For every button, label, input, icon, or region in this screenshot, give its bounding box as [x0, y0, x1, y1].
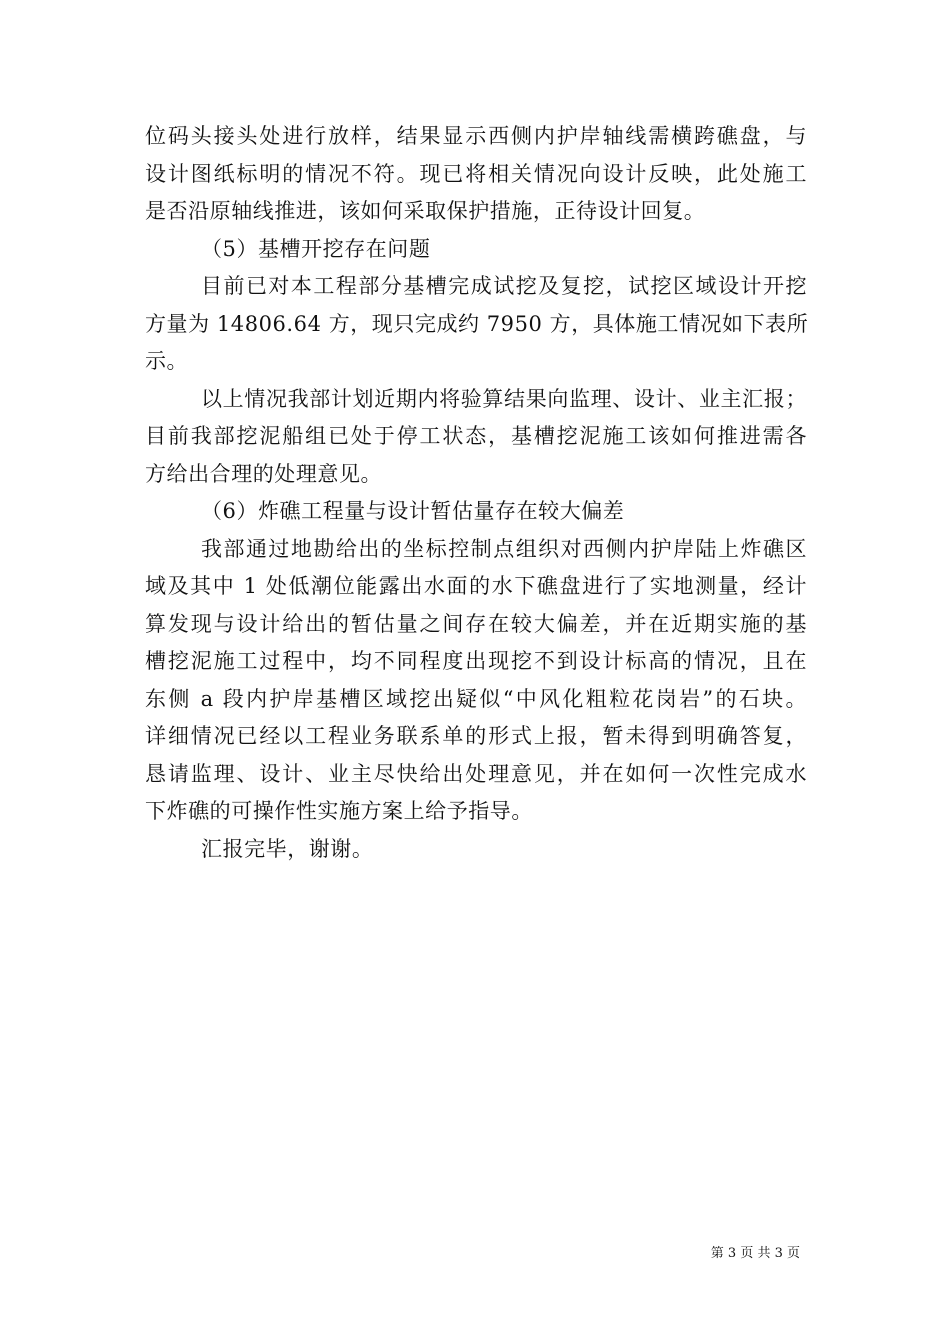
text-line: 方量为 14806.64 方，现只完成约 7950 方，具体施工情况如下表所 — [145, 311, 809, 336]
text-line: 恳请监理、设计、业主尽快给出处理意见，并在如何一次性完成水 — [145, 761, 807, 786]
text-line: 算发现与设计给出的暂估量之间存在较大偏差，并在近期实施的基 — [145, 611, 807, 636]
text-line: 槽挖泥施工过程中，均不同程度出现挖不到设计标高的情况，且在 — [145, 649, 807, 673]
text-line: 域及其中 1 处低潮位能露出水面的水下礁盘进行了实地测量，经计 — [145, 574, 807, 598]
text-line: 详细情况已经以工程业务联系单的形式上报，暂未得到明确答复， — [145, 724, 807, 748]
text-line: 我部通过地勘给出的坐标控制点组织对西侧内护岸陆上炸礁区 — [201, 536, 807, 561]
page-number-footer: 第 3 页 共 3 页 — [710, 1246, 800, 1261]
section-heading: （6）炸礁工程量与设计暂估量存在较大偏差 — [201, 499, 625, 523]
text-line: 以上情况我部计划近期内将验算结果向监理、设计、业主汇报； — [201, 386, 807, 411]
closing-line: 汇报完毕，谢谢。 — [201, 836, 374, 861]
text-line: 东侧 a 段内护岸基槽区域挖出疑似“中风化粗粒花岗岩”的石块。 — [145, 686, 807, 711]
text-line: 下炸礁的可操作性实施方案上给予指导。 — [145, 799, 533, 823]
text-line: 位码头接头处进行放样，结果显示西侧内护岸轴线需横跨礁盘，与 — [145, 124, 807, 148]
text-line: 方给出合理的处理意见。 — [145, 461, 383, 486]
text-line: 示。 — [145, 349, 189, 373]
section-heading: （5）基槽开挖存在问题 — [201, 236, 431, 261]
text-line: 目前已对本工程部分基槽完成试挖及复挖，试挖区域设计开挖 — [201, 274, 807, 298]
text-line: 设计图纸标明的情况不符。现已将相关情况向设计反映，此处施工 — [145, 161, 807, 186]
document-body — [145, 118, 807, 868]
text-line: 是否沿原轴线推进，该如何采取保护措施，正待设计回复。 — [145, 199, 706, 223]
text-line: 目前我部挖泥船组已处于停工状态，基槽挖泥施工该如何推进需各 — [145, 424, 807, 448]
